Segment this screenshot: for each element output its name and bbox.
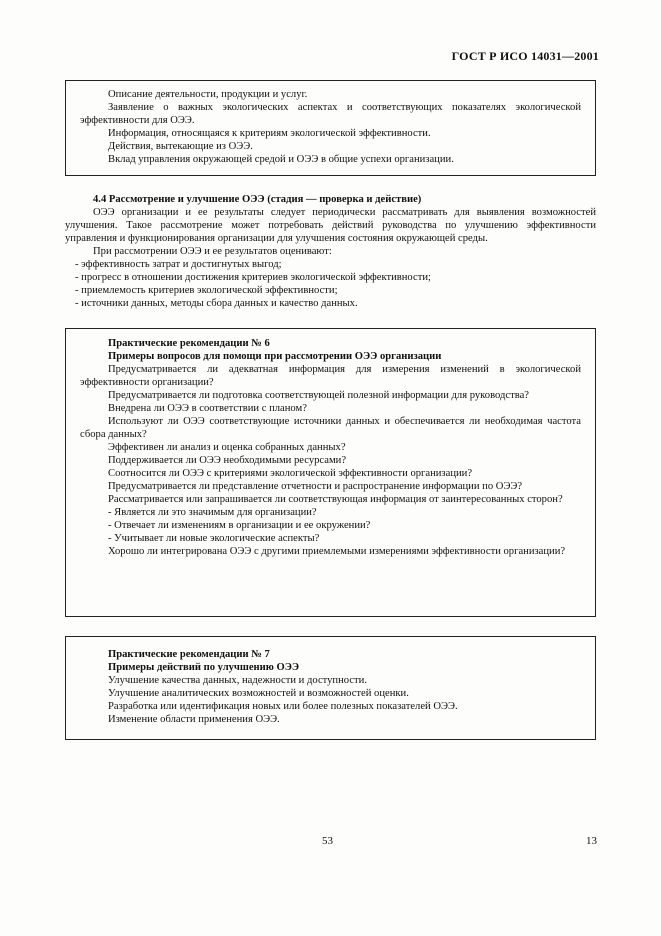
box1-line: Вклад управления окружающей средой и ОЭЭ в общие успехи организации. [108,154,454,165]
section-list-item: - прогресс в отношении достижения критериев экологической эффективности; [75,272,431,283]
section-paragraph: При рассмотрении ОЭЭ и ее результатов оценивают: [93,246,332,257]
section-list-item: - эффективность затрат и достигнутых выгод; [75,259,282,270]
box3-line: Улучшение аналитических возможностей и возможностей оценки. [108,688,409,699]
section-paragraph: ОЭЭ организации и ее результаты следует периодически рассматривать для выявления возможностей улучшения. Такое рассмотрение может потребовать действий руководства по улучшению эффективности управления и функционирования организации для улучшения состояния окружающей среды. [65,207,596,244]
recommendation-7-box [65,636,596,740]
box3-title: Практические рекомендации № 7 [108,649,270,660]
box2-paragraph: Предусматривается ли адекватная информация для измерения изменений в экологической эффективности организации? [80,364,581,388]
summary-box [65,80,596,176]
section-list-item: - приемлемость критериев экологической эффективности; [75,285,338,296]
box3-subtitle: Примеры действий по улучшению ОЭЭ [108,662,300,673]
box2-paragraph: Предусматривается ли подготовка соответствующей полезной информации для руководства? [108,390,530,401]
box1-line: Описание деятельности, продукции и услуг. [108,89,308,100]
box2-paragraph: Поддерживается ли ОЭЭ необходимыми ресурсами? [108,455,347,466]
box2-paragraph: Используют ли ОЭЭ соответствующие источники данных и обеспечивается ли необходимая частота сбора данных? [80,416,581,440]
box2-title: Практические рекомендации № 6 [108,338,270,349]
box3-line: Улучшение качества данных, надежности и доступности. [108,675,367,686]
box3-line: Изменение области применения ОЭЭ. [108,714,280,725]
box1-line: Информация, относящаяся к критериям экологической эффективности. [108,128,431,139]
box2-paragraph: Рассматривается или запрашивается ли соответствующая информация от заинтересованных сторон? [108,494,563,505]
section-4-4 [65,193,596,310]
box2-paragraph: Соотносится ли ОЭЭ с критериями экологической эффективности организации? [108,468,473,479]
box2-paragraph: Предусматривается ли представление отчетности и распространение информации по ОЭЭ? [108,481,523,492]
box2-subtitle: Примеры вопросов для помощи при рассмотрении ОЭЭ организации [108,351,442,362]
box3-line: Разработка или идентификация новых или более полезных показателей ОЭЭ. [108,701,458,712]
page-number-center: 53 [322,835,333,847]
box2-paragraph: Эффективен ли анализ и оценка собранных данных? [108,442,346,453]
box1-line: Действия, вытекающие из ОЭЭ. [108,141,253,152]
section-list-item: - источники данных, методы сбора данных и качество данных. [75,298,358,309]
box2-list-item: - Является ли это значимым для организации? [108,507,317,518]
box2-paragraph: Хорошо ли интегрирована ОЭЭ с другими приемлемыми измерениями эффективности организации? [108,546,566,557]
page-number-right: 13 [586,835,597,847]
document-code-header: ГОСТ Р ИСО 14031—2001 [451,49,599,63]
box2-list-item: - Отвечает ли изменениям в организации и ее окружении? [108,520,371,531]
box2-paragraph: Внедрена ли ОЭЭ в соответствии с планом? [108,403,307,414]
recommendation-6-box [65,328,596,617]
box2-list-item: - Учитывает ли новые экологические аспекты? [108,533,320,544]
section-title: 4.4 Рассмотрение и улучшение ОЭЭ (стадия — проверка и действие) [93,194,422,205]
box1-line: Заявление о важных экологических аспектах и соответствующих показателях экологической эффективности для ОЭЭ. [80,102,581,126]
